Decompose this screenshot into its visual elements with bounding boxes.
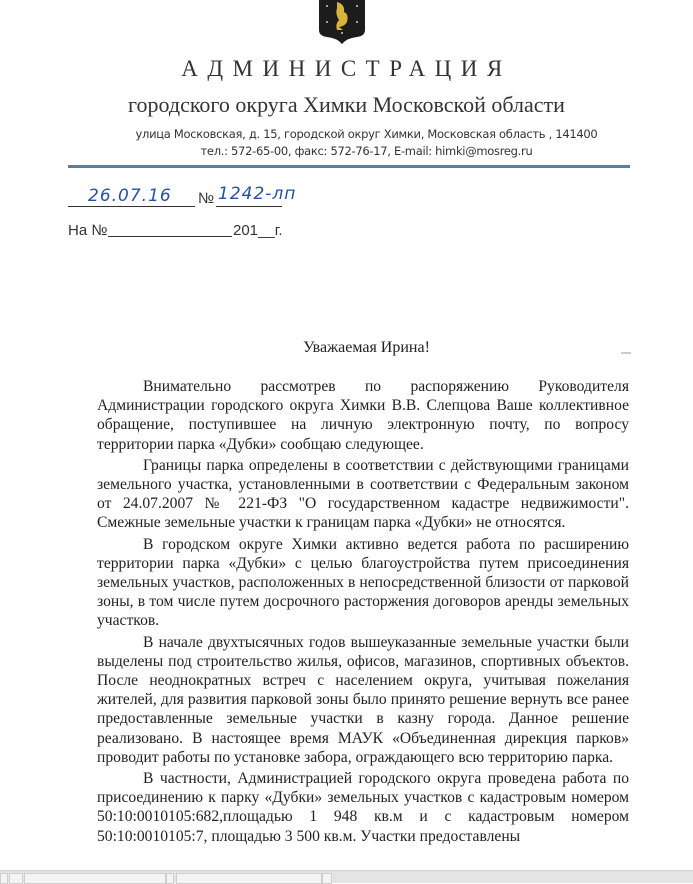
status-bar-segment[interactable] — [322, 873, 332, 884]
registration-number-label: № — [198, 190, 215, 207]
letter-greeting: Уважаемая Ирина! — [303, 339, 430, 356]
date-underline — [68, 206, 195, 207]
registration-number: 1242-лп — [218, 184, 297, 204]
letter-body — [97, 377, 629, 846]
organization-contacts: тел.: 572-65-00, факс: 572-76-17, E-mail: himki@mosreg.ru — [200, 144, 533, 158]
letter-paragraph: В частности, Администрацией городского округа проведена работа по присоединению к парку «Дубки» земельных участков с кадастровым номером 50:10:0010105:682,площадью 1 948 кв.м и с кадастровым номером 50:10:0010105:7, площадью 3 500 кв.м. Участки предоставлены — [97, 770, 629, 845]
status-bar-segment[interactable] — [24, 873, 166, 884]
reply-to-label: На № — [68, 222, 108, 239]
scan-mark — [621, 352, 631, 354]
status-bar-segment[interactable] — [0, 873, 8, 884]
letterhead-divider — [68, 165, 630, 168]
letter-paragraph: В городском округе Химки активно ведется работа по расширению территории парка «Дубки» с целью благоустройства путем присоединения земельных участков, расположенных в непосредственной близости от парковой зоны, в том числе путем досрочного расторжения договоров аренды земельных участков. — [97, 535, 629, 630]
organization-address: улица Московская, д. 15, городской округ Химки, Московская область , 141400 — [135, 127, 598, 141]
reply-year-label: 201__г. — [233, 222, 283, 239]
number-underline — [216, 206, 282, 207]
letter-paragraph: Внимательно рассмотрев по распоряжению Руководителя Администрации городского округа Химки В.В. Слепцова Ваше коллективное обращение, поступившее на личную электронную почту, по вопросу территории парка «Дубки» сообщаю следующее. — [97, 378, 629, 453]
reply-number-underline — [108, 236, 232, 237]
viewer-status-bar — [0, 870, 693, 883]
status-bar-segment[interactable] — [9, 873, 23, 884]
status-bar-segment[interactable] — [176, 873, 322, 884]
status-bar-segment[interactable] — [166, 873, 174, 884]
organization-subtitle: городского округа Химки Московской области — [128, 92, 565, 117]
coat-of-arms-icon — [317, 0, 367, 44]
registration-date: 26.07.16 — [88, 186, 172, 206]
letter-paragraph: Границы парка определены в соответствии с действующими границами земельного участка, установленными в соответствии с Федеральным законом от 24.07.2007 № 221-ФЗ "О государственном кадастре недвижимости". Смежные земельные участки к границам парка «Дубки» не относятся. — [97, 456, 629, 532]
letter-paragraph: В начале двухтысячных годов вышеуказанные земельные участки были выделены под строительство жилья, офисов, магазинов, спортивных объектов. После неоднократных встреч с населением округа, учитывая пожелания жителей, для развития парковой зоны было принято решение вернуть все ранее предоставленные земельные участки в казну города. Данное решение реализовано. В настоящее время МАУК «Объединенная дирекция парков» проводит работы по установке забора, ограждающего всю территорию парка. — [97, 633, 629, 766]
organization-title: АДМИНИСТРАЦИЯ — [181, 56, 512, 81]
